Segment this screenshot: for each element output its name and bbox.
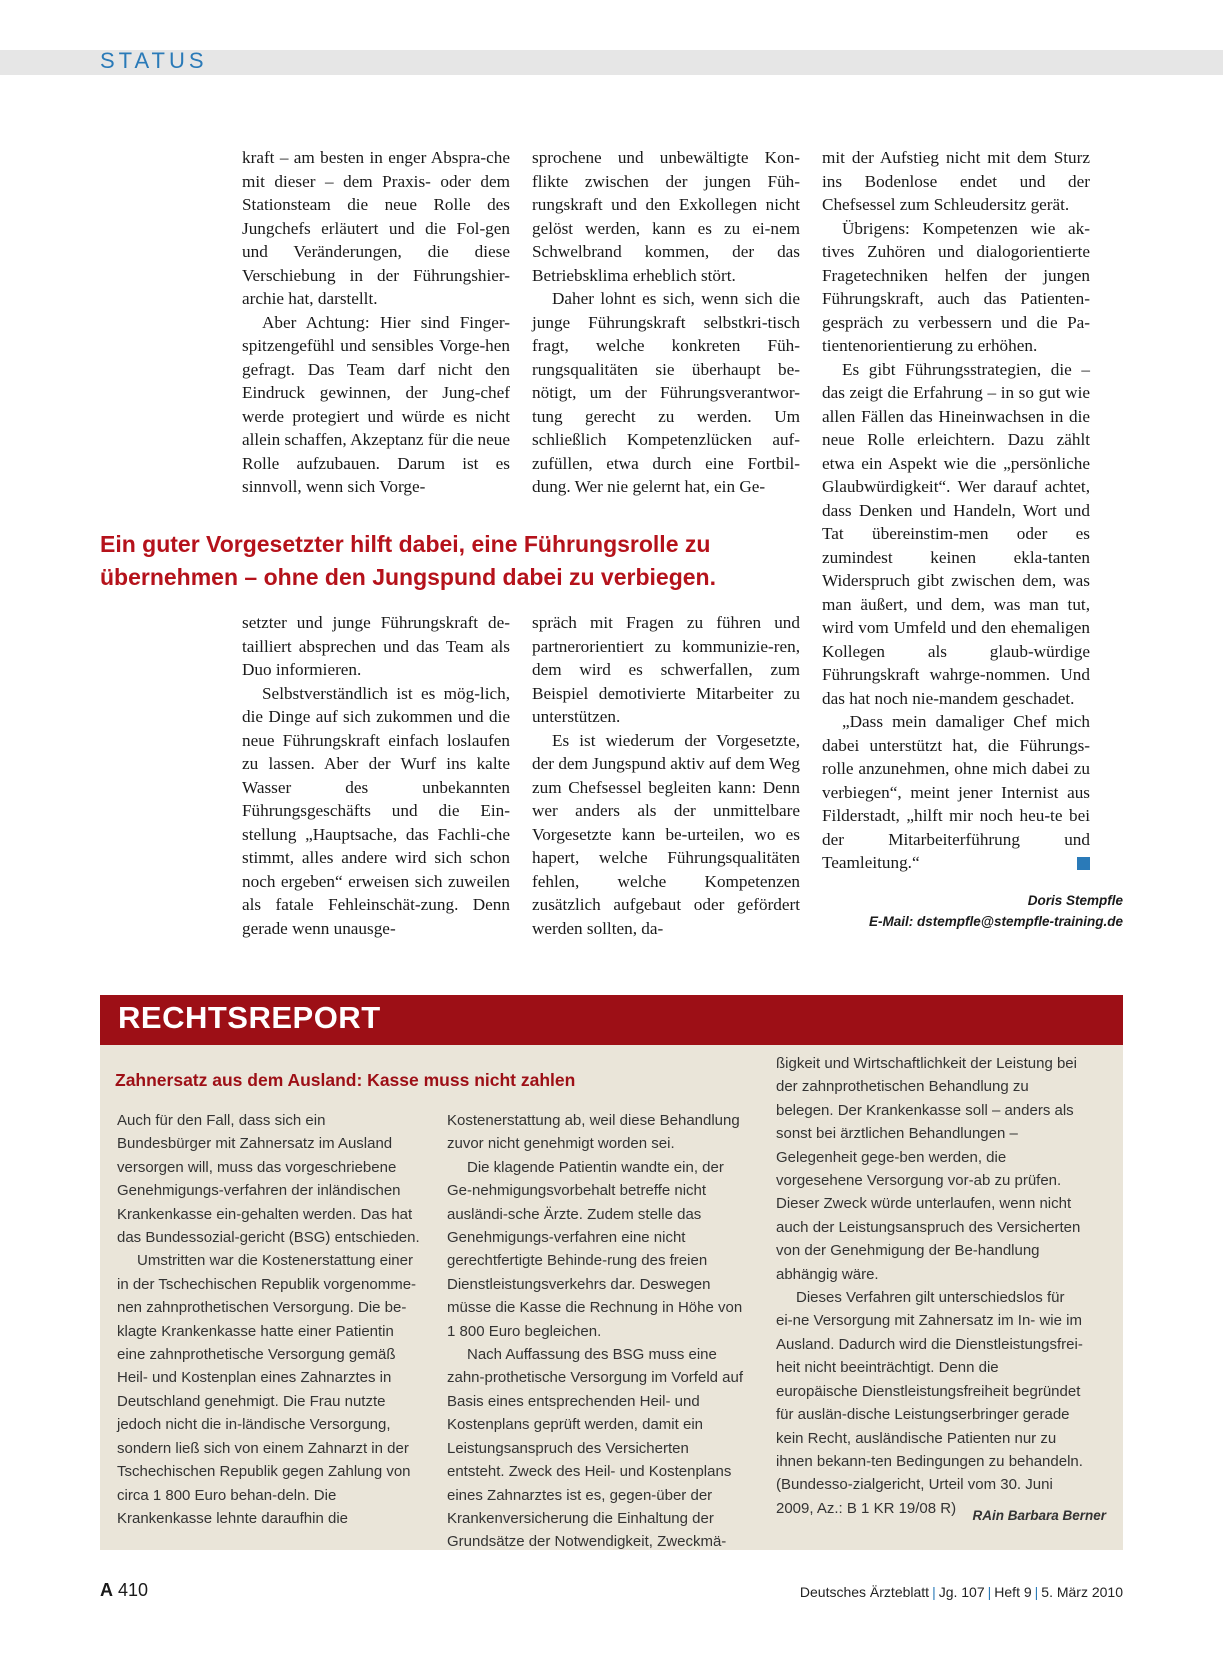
page-prefix: A — [100, 1580, 113, 1600]
paragraph: Auch für den Fall, dass sich ein Bundesbürger mit Zahnersatz im Ausland versorgen will, muss das vorgeschriebene Genehmigungs-verfahren der inländischen Krankenkasse ein-gehalten werden. Das hat das Bundessozial-gericht (BSG) entschieden. — [117, 1112, 420, 1247]
rechtsreport-column-1 — [117, 1109, 420, 1530]
paragraph: Übrigens: Kompetenzen wie ak-tives Zuhören und dialogorientierte Fragetechniken helfen der jungen Führungskraft, auch das Patienten-gespräch zu verbessern und die Pa-tientenorientierung zu erhöhen. — [822, 218, 1090, 355]
rechtsreport-column-2 — [447, 1109, 750, 1554]
paragraph: Umstritten war die Kostenerstattung einer in der Tschechischen Republik vorgenomme-nen zahnprothetischen Versorgung. Die be-klagte Krankenkasse hatte einer Patientin eine zahnprothetische Versorgung gemäß Heil- und Kostenplan eines Zahnarztes in Deutschland genehmigt. Die Frau nutzte jedoch nicht die in-ländische Versorgung, sondern ließ sich von einem Zahnarzt in der Tschechischen Republik gegen Zahlung von circa 1 800 Euro behan-deln. Die Krankenkasse lehnte daraufhin die — [117, 1252, 417, 1527]
separator: | — [987, 1584, 992, 1600]
paragraph: Nach Auffassung des BSG muss eine zahn-prothetische Versorgung im Vorfeld auf Basis eines entsprechenden Heil- und Kostenplans geprüft werden, damit ein Leistungsanspruch des Versicherten entsteht. Zweck des Heil- und Kostenplans eines Zahnarztes ist es, gegen-über der Krankenversicherung die Einhaltung der Grundsätze der Notwendigkeit, Zweckmä- — [447, 1346, 744, 1551]
paragraph: setzter und junge Führungskraft de-tailliert absprechen und das Team als Duo informieren. — [242, 613, 510, 679]
paragraph: Es gibt Führungsstrategien, die – das zeigt die Erfahrung – in so gut wie allen Fällen das Hineinwachsen in die neue Rolle erleichtern. Dazu zählt etwa ein Aspekt wie die „persönliche Glaubwürdigkeit“. Wer darauf achtet, dass Denken und Handeln, Wort und Tat übereinstim-men oder es zumindest keinen ekla-tanten Widerspruch gibt zwischen dem, was man äußert, und dem, was man tut, wird vom Umfeld und den ehemaligen Kollegen als glaub-würdige Führungskraft wahrge-nommen. Und das hat noch nie-mandem geschadet. — [822, 359, 1090, 708]
journal-date: 5. März 2010 — [1041, 1584, 1123, 1600]
separator: | — [932, 1584, 936, 1600]
paragraph — [822, 710, 1090, 875]
paragraph: sprochene und unbewältigte Kon-flikte zwischen der jungen Füh-rungskraft und den Exkollegen nicht gelöst werden, kann es zu ei-nem Schwelbrand kommen, der das Betriebsklima erheblich stört. — [532, 148, 800, 285]
article-column-1-bottom — [242, 611, 510, 940]
section-label: STATUS — [100, 48, 208, 73]
article-column-2-top — [532, 146, 800, 499]
paragraph: Aber Achtung: Hier sind Finger-spitzengefühl und sensibles Vorge-hen gefragt. Das Team darf nicht den Eindruck gewinnen, der Jung-chef werde protegiert und würde es nicht allein schaffen, Akzeptanz für die neue Rolle aufzubauen. Darum ist es sinnvoll, wenn sich Vorge- — [242, 312, 510, 496]
paragraph: Die klagende Patientin wandte ein, der Ge-nehmigungsvorbehalt betreffe nicht ausländi-sche Ärzte. Zudem stelle das Genehmigungs-verfahren eine nicht gerechtfertigte Behinde-rung des freien Dienstleistungsverkehrs dar. Deswegen müsse die Kasse die Rechnung in Höhe von 1 800 Euro begleichen. — [447, 1158, 743, 1340]
paragraph: ßigkeit und Wirtschaftlichkeit der Leistung bei der zahnprothetischen Behandlung zu belegen. Der Krankenkasse soll – anders als sonst bei ärztlichen Behandlungen – Gelegenheit gege-ben werden, die vorgesehene Versorgung vor-ab zu prüfen. Dieser Zweck würde unterlaufen, wenn nicht auch der Leistungsanspruch des Versicherten von der Genehmigung der Be-handlung abhängig wäre. — [776, 1055, 1081, 1283]
journal-citation — [800, 1584, 1123, 1600]
article-end-mark-icon — [1077, 857, 1090, 870]
paragraph: Selbstverständlich ist es mög-lich, die Dinge auf sich zukommen und die neue Führungskraft einfach loslaufen zu lassen. Aber der Wurf ins kalte Wasser des unbekannten Führungsgeschäfts und die Ein-stellung „Hauptsache, das Fachli-che stimmt, alles andere wird sich schon noch ergeben“ erweisen sich zuweilen als fatale Fehleinschät-zung. Denn gerade wenn unausge- — [242, 683, 510, 938]
article-author: Doris Stempfle — [1027, 893, 1123, 908]
paragraph-text: „Dass mein damaliger Chef mich dabei unterstützt hat, die Führungs-rolle anzunehmen, ohne mich dabei zu verbiegen“, meint jener Internist aus Filderstadt, „hilft mir noch heu-te bei der Mitarbeiterführung und Teamleitung.“ — [822, 712, 1090, 872]
article-column-3 — [822, 146, 1090, 875]
rechtsreport-subtitle: Zahnersatz aus dem Ausland: Kasse muss nicht zahlen — [115, 1070, 576, 1090]
paragraph: Kostenerstattung ab, weil diese Behandlung zuvor nicht genehmigt worden sei. — [447, 1112, 740, 1153]
paragraph: mit der Aufstieg nicht mit dem Sturz ins Bodenlose endet und der Chefsessel zum Schleudersitz gerät. — [822, 148, 1090, 214]
paragraph: kraft – am besten in enger Abspra-che mit dieser – dem Praxis- oder dem Stationsteam die neue Rolle des Jungchefs erläutert und die Fol-gen und Veränderungen, die diese Verschiebung in der Führungshier-archie hat, darstellt. — [242, 148, 510, 308]
article-column-2-bottom — [532, 611, 800, 940]
page-number-value: 410 — [118, 1580, 149, 1600]
journal-name: Deutsches Ärzteblatt — [799, 1584, 930, 1600]
rechtsreport-column-3 — [776, 1052, 1083, 1520]
article-email[interactable]: E-Mail: dstempfle@stempfle-training.de — [869, 914, 1123, 929]
paragraph: spräch mit Fragen zu führen und partnerorientiert zu kommunizie-ren, dem wird es schwerfallen, zum Beispiel demotivierte Mitarbeiter zu unterstützen. — [532, 613, 800, 726]
article-column-1-top — [242, 146, 510, 499]
page-number — [100, 1580, 148, 1601]
paragraph: Es ist wiederum der Vorgesetzte, der dem Jungspund aktiv auf dem Weg zum Chefsessel begleiten kann: Denn wer anders als der unmittelbare Vorgesetzte kann be-urteilen, wo es hapert, welche Führungsqualitäten fehlen, welche Kompetenzen zusätzlich aufgebaut oder gefördert werden sollten, da- — [532, 730, 800, 938]
pull-quote: Ein guter Vorgesetzter hilft dabei, eine Führungsrolle zu übernehmen – ohne den Jungspund dabei zu verbiegen. — [100, 531, 716, 590]
rechtsreport-title: RECHTSREPORT — [118, 1000, 381, 1035]
paragraph: Dieses Verfahren gilt unterschiedslos für ei-ne Versorgung mit Zahnersatz im In- wie im Ausland. Dadurch wird die Dienstleistungsfrei-heit nicht beeinträchtigt. Denn die europäische Dienstleistungsfreiheit begründet für auslän-dische Leistungserbringer gerade kein Recht, ausländische Patienten nur zu ihnen bekann-ten Bedingungen zu behandeln. (Bundesso-zialgericht, Urteil vom 30. Juni 2009, Az.: B 1 KR 19/08 R) — [776, 1289, 1083, 1517]
journal-volume: Jg. 107 — [938, 1584, 985, 1600]
journal-issue: Heft 9 — [994, 1584, 1032, 1600]
separator: | — [1034, 1584, 1039, 1600]
rechtsreport-author: RAin Barbara Berner — [972, 1508, 1106, 1523]
paragraph: Daher lohnt es sich, wenn sich die junge Führungskraft selbstkri-tisch fragt, welche konkreten Füh-rungsqualitäten sie überhaupt be-nötigt, um der Führungsverantwor-tung gerecht zu werden. Um schließlich Kompetenzlücken auf-zufüllen, etwa durch eine Fortbil-dung. Wer nie gelernt hat, ein Ge- — [532, 289, 800, 496]
